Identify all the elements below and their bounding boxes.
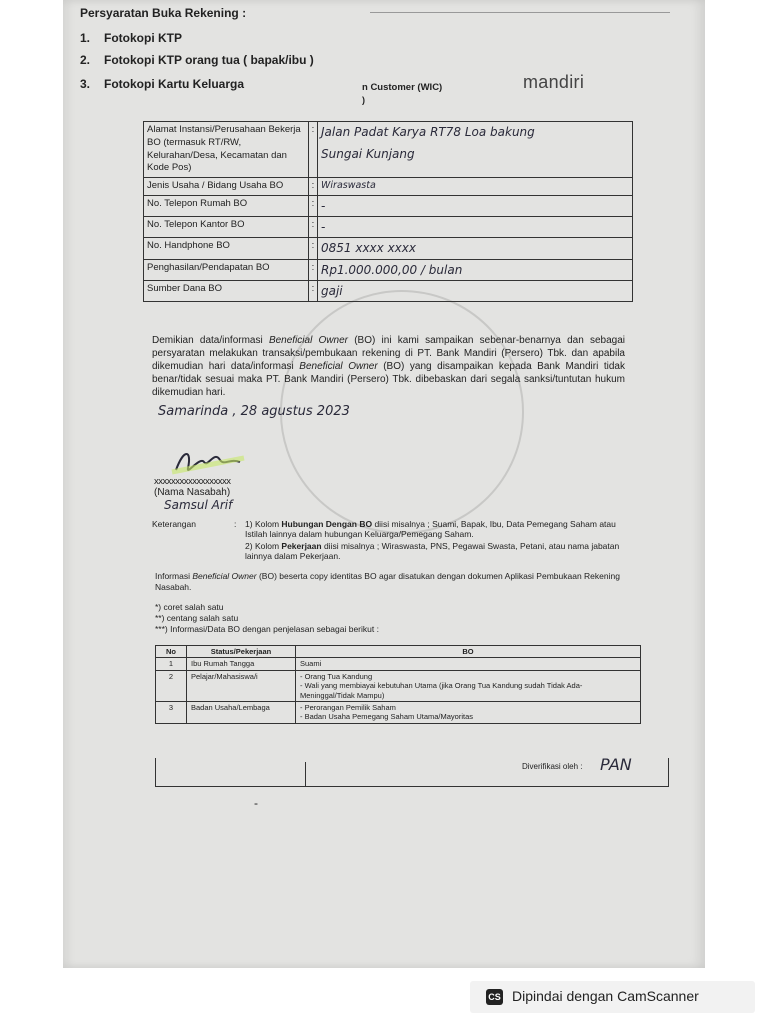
field-label: Penghasilan/Pendapatan BO	[144, 259, 309, 280]
signature-line: xxxxxxxxxxxxxxxxxx	[154, 476, 231, 487]
footnote: ***) Informasi/Data BO dengan penjelasan sebagai berikut :	[155, 624, 379, 634]
field-label: No. Telepon Rumah BO	[144, 196, 309, 217]
table-row: Penghasilan/Pendapatan BO : Rp1.000.000,00 / bulan	[144, 259, 633, 280]
table-row: 1 Ibu Rumah Tangga Suami	[156, 658, 641, 670]
verified-by-label: Diverifikasi oleh :	[522, 762, 583, 771]
note-1: 1) Kolom Hubungan Dengan BO diisi misalnya ; Suami, Bapak, Ibu, Data Pemegang Saham atau Istilah lainnya dalam hubungan Keluarga/Pemegang Saham.	[245, 519, 616, 540]
customer-name: Samsul Arif	[164, 498, 233, 512]
field-value: gaji	[318, 280, 633, 301]
status-bo-table	[155, 645, 641, 724]
table-row: No. Handphone BO : 0851 xxxx xxxx	[144, 238, 633, 259]
field-label: Jenis Usaha / Bidang Usaha BO	[144, 178, 309, 196]
camscanner-text: Dipindai dengan CamScanner	[512, 988, 699, 1004]
camscanner-footer	[470, 981, 755, 1013]
bo-info-note: Informasi Beneficial Owner (BO) beserta copy identitas BO agar disatukan dengan dokumen Aplikasi Pembukaan Rekening Nasabah.	[155, 571, 620, 592]
requirements-title: Persyaratan Buka Rekening :	[80, 6, 247, 20]
field-value: -	[318, 217, 633, 238]
top-rule	[370, 12, 670, 13]
table-row: Alamat Instansi/Perusahaan Bekerja BO (termasuk RT/RW, Kelurahan/Desa, Kecamatan dan Kode Pos) : Jalan Padat Karya RT78 Loa bakung Sungai Kunjang	[144, 122, 633, 178]
field-value: Wiraswasta	[318, 178, 633, 196]
table-row: No. Telepon Rumah BO : -	[144, 196, 633, 217]
camscanner-icon: CS	[486, 989, 503, 1005]
footnote: **) centang salah satu	[155, 613, 239, 623]
table-row: Sumber Dana BO : gaji	[144, 280, 633, 301]
place-date: Samarinda , 28 agustus 2023	[158, 404, 350, 419]
note-2: 2) Kolom Pekerjaan diisi misalnya ; Wiraswasta, PNS, Pegawai Swasta, Petani, atau nama jabatan lainnya dalam Pekerjaan.	[245, 541, 620, 562]
table-row: 2 Pelajar/Mahasiswa/i - Orang Tua Kandung - Wali yang membiayai kebutuhan Utama (jika Orang Tua Kandung sudah Tidak Ada-Meninggal/Tidak Mampu)	[156, 670, 641, 701]
requirement-item: 2. Fotokopi KTP orang tua ( bapak/ibu )	[80, 53, 314, 67]
footnote: *) coret salah satu	[155, 602, 224, 612]
heading-paren: )	[362, 95, 365, 105]
beneficial-owner-table	[143, 121, 633, 302]
field-value: Jalan Padat Karya RT78 Loa bakung Sungai Kunjang	[318, 122, 633, 178]
stray-dash: -	[254, 796, 258, 810]
requirement-item: 1. Fotokopi KTP	[80, 31, 182, 45]
table-row: Jenis Usaha / Bidang Usaha BO : Wiraswasta	[144, 178, 633, 196]
table-row: 3 Badan Usaha/Lembaga - Perorangan Pemilik Saham - Badan Usaha Pemegang Saham Utama/Mayoritas	[156, 701, 641, 723]
requirement-item: 3. Fotokopi Kartu Keluarga	[80, 77, 245, 91]
field-value: 0851 xxxx xxxx	[318, 238, 633, 259]
field-label: No. Telepon Kantor BO	[144, 217, 309, 238]
field-label: Sumber Dana BO	[144, 280, 309, 301]
verifier-signature: PAN	[600, 755, 632, 774]
customer-name-label: (Nama Nasabah)	[154, 487, 231, 498]
field-value: -	[318, 196, 633, 217]
notes-label: Keterangan	[152, 519, 196, 529]
field-label: Alamat Instansi/Perusahaan Bekerja BO (termasuk RT/RW, Kelurahan/Desa, Kecamatan dan Kode Pos)	[144, 122, 309, 178]
verification-box	[155, 756, 669, 787]
declaration-paragraph: Demikian data/informasi Beneficial Owner (BO) ini kami sampaikan sebenar-benarnya dan sebagai persyaratan melakukan transaksi/pembukaan rekening di PT. Bank Mandiri (Persero) Tbk. dan apabila dikemudian hari data/informasi Beneficial Owner (BO) yang disampaikan kepada Bank Mandiri tidak benar/tidak sesuai maka PT. Bank Mandiri (Persero) Tbk. dibebaskan dari segala sanksi/tuntutan hukum dikemudian hari.	[152, 335, 626, 398]
table-header-row: No Status/Pekerjaan BO	[156, 646, 641, 658]
mandiri-logo: mandiri	[523, 72, 585, 92]
signature-mark	[170, 442, 250, 478]
customer-type-heading: n Customer (WIC)	[362, 82, 443, 93]
table-row: No. Telepon Kantor BO : -	[144, 217, 633, 238]
field-value: Rp1.000.000,00 / bulan	[318, 259, 633, 280]
field-label: No. Handphone BO	[144, 238, 309, 259]
